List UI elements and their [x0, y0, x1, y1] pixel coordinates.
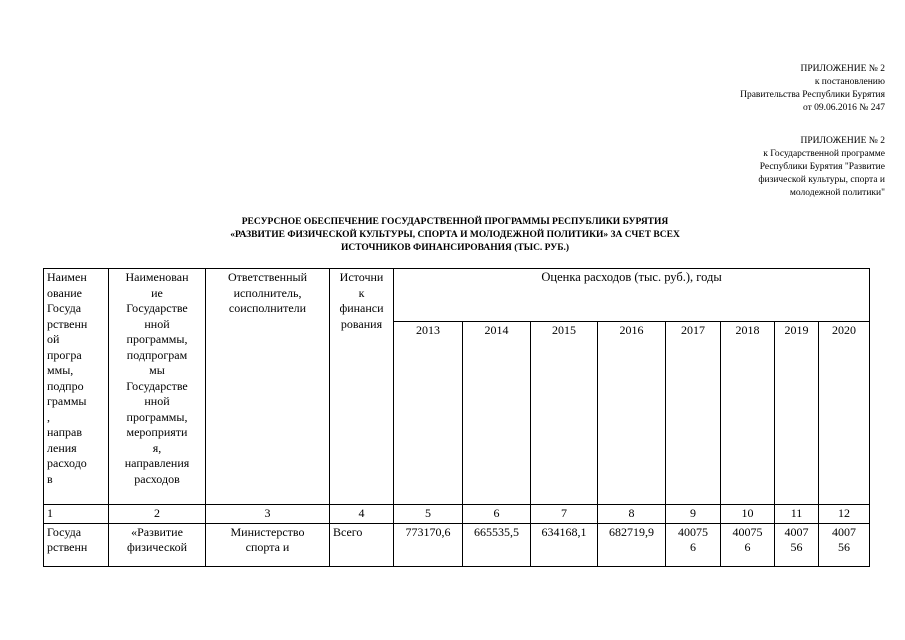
header-year: 2020 — [819, 322, 870, 505]
appendix-line: физической культуры, спорта и — [758, 175, 885, 185]
cell-value: 682719,9 — [598, 523, 666, 566]
cell-value: 40075 6 — [721, 523, 775, 566]
header-name: Наименован ие Государстве нной программы, подпрограм мы Государстве нной программы, мероприяти я, направления расходов — [109, 269, 206, 505]
title-line: РЕСУРСНОЕ ОБЕСПЕЧЕНИЕ ГОСУДАРСТВЕННОЙ ПРОГРАММЫ РЕСПУБЛИКИ БУРЯТИЯ — [241, 217, 669, 227]
column-number: 12 — [819, 505, 870, 524]
cell-program-name: Госуда рственн — [44, 523, 109, 566]
appendix-line: от 09.06.2016 № 247 — [803, 103, 885, 113]
cell-name: «Развитие физической — [109, 523, 206, 566]
table-header-row — [44, 269, 870, 322]
appendix-line: к Государственной программе — [763, 149, 885, 159]
cell-executor: Министерство спорта и — [206, 523, 330, 566]
header-financing-estimate: Оценка расходов (тыс. руб.), годы — [394, 269, 870, 322]
cell-value: 665535,5 — [463, 523, 531, 566]
header-year: 2015 — [531, 322, 598, 505]
appendix-line: Республики Бурятия "Развитие — [759, 162, 885, 172]
cell-value: 40075 6 — [666, 523, 721, 566]
header-funding-source: Источни к финанси рования — [330, 269, 394, 505]
header-year: 2013 — [394, 322, 463, 505]
column-number: 10 — [721, 505, 775, 524]
column-number: 8 — [598, 505, 666, 524]
header-year: 2017 — [666, 322, 721, 505]
cell-funding-source: Всего — [330, 523, 394, 566]
resource-table — [43, 268, 870, 567]
appendix-line: молодежной политики" — [789, 188, 885, 198]
title-line: ИСТОЧНИКОВ ФИНАНСИРОВАНИЯ (ТЫС. РУБ.) — [340, 243, 570, 253]
column-number: 3 — [206, 505, 330, 524]
title-line: «РАЗВИТИЕ ФИЗИЧЕСКОЙ КУЛЬТУРЫ, СПОРТА И МОЛОДЕЖНОЙ ПОЛИТИКИ» ЗА СЧЕТ ВСЕХ — [230, 230, 680, 240]
column-number: 1 — [44, 505, 109, 524]
header-year: 2018 — [721, 322, 775, 505]
header-program-name: Наимен ование Госуда рственн ой програ ммы, подпро граммы , направ ления расходо в — [44, 269, 109, 505]
column-number: 9 — [666, 505, 721, 524]
table-row — [44, 523, 870, 566]
appendix-line: Правительства Республики Бурятия — [740, 90, 885, 100]
column-number: 6 — [463, 505, 531, 524]
cell-value: 773170,6 — [394, 523, 463, 566]
header-executor: Ответственный исполнитель, соисполнители — [206, 269, 330, 505]
appendix-line: ПРИЛОЖЕНИЕ № 2 — [800, 136, 885, 146]
cell-value: 4007 56 — [775, 523, 819, 566]
appendix-line: к постановлению — [814, 77, 885, 87]
appendix-resolution-block — [740, 63, 885, 115]
appendix-line: ПРИЛОЖЕНИЕ № 2 — [800, 64, 885, 74]
cell-value: 4007 56 — [819, 523, 870, 566]
cell-value: 634168,1 — [531, 523, 598, 566]
column-number: 4 — [330, 505, 394, 524]
header-year: 2019 — [775, 322, 819, 505]
column-number: 7 — [531, 505, 598, 524]
document-title — [140, 216, 770, 255]
column-number: 2 — [109, 505, 206, 524]
header-year: 2016 — [598, 322, 666, 505]
column-number: 11 — [775, 505, 819, 524]
column-number: 5 — [394, 505, 463, 524]
header-year: 2014 — [463, 322, 531, 505]
appendix-program-block — [758, 135, 885, 200]
column-number-row — [44, 505, 870, 524]
